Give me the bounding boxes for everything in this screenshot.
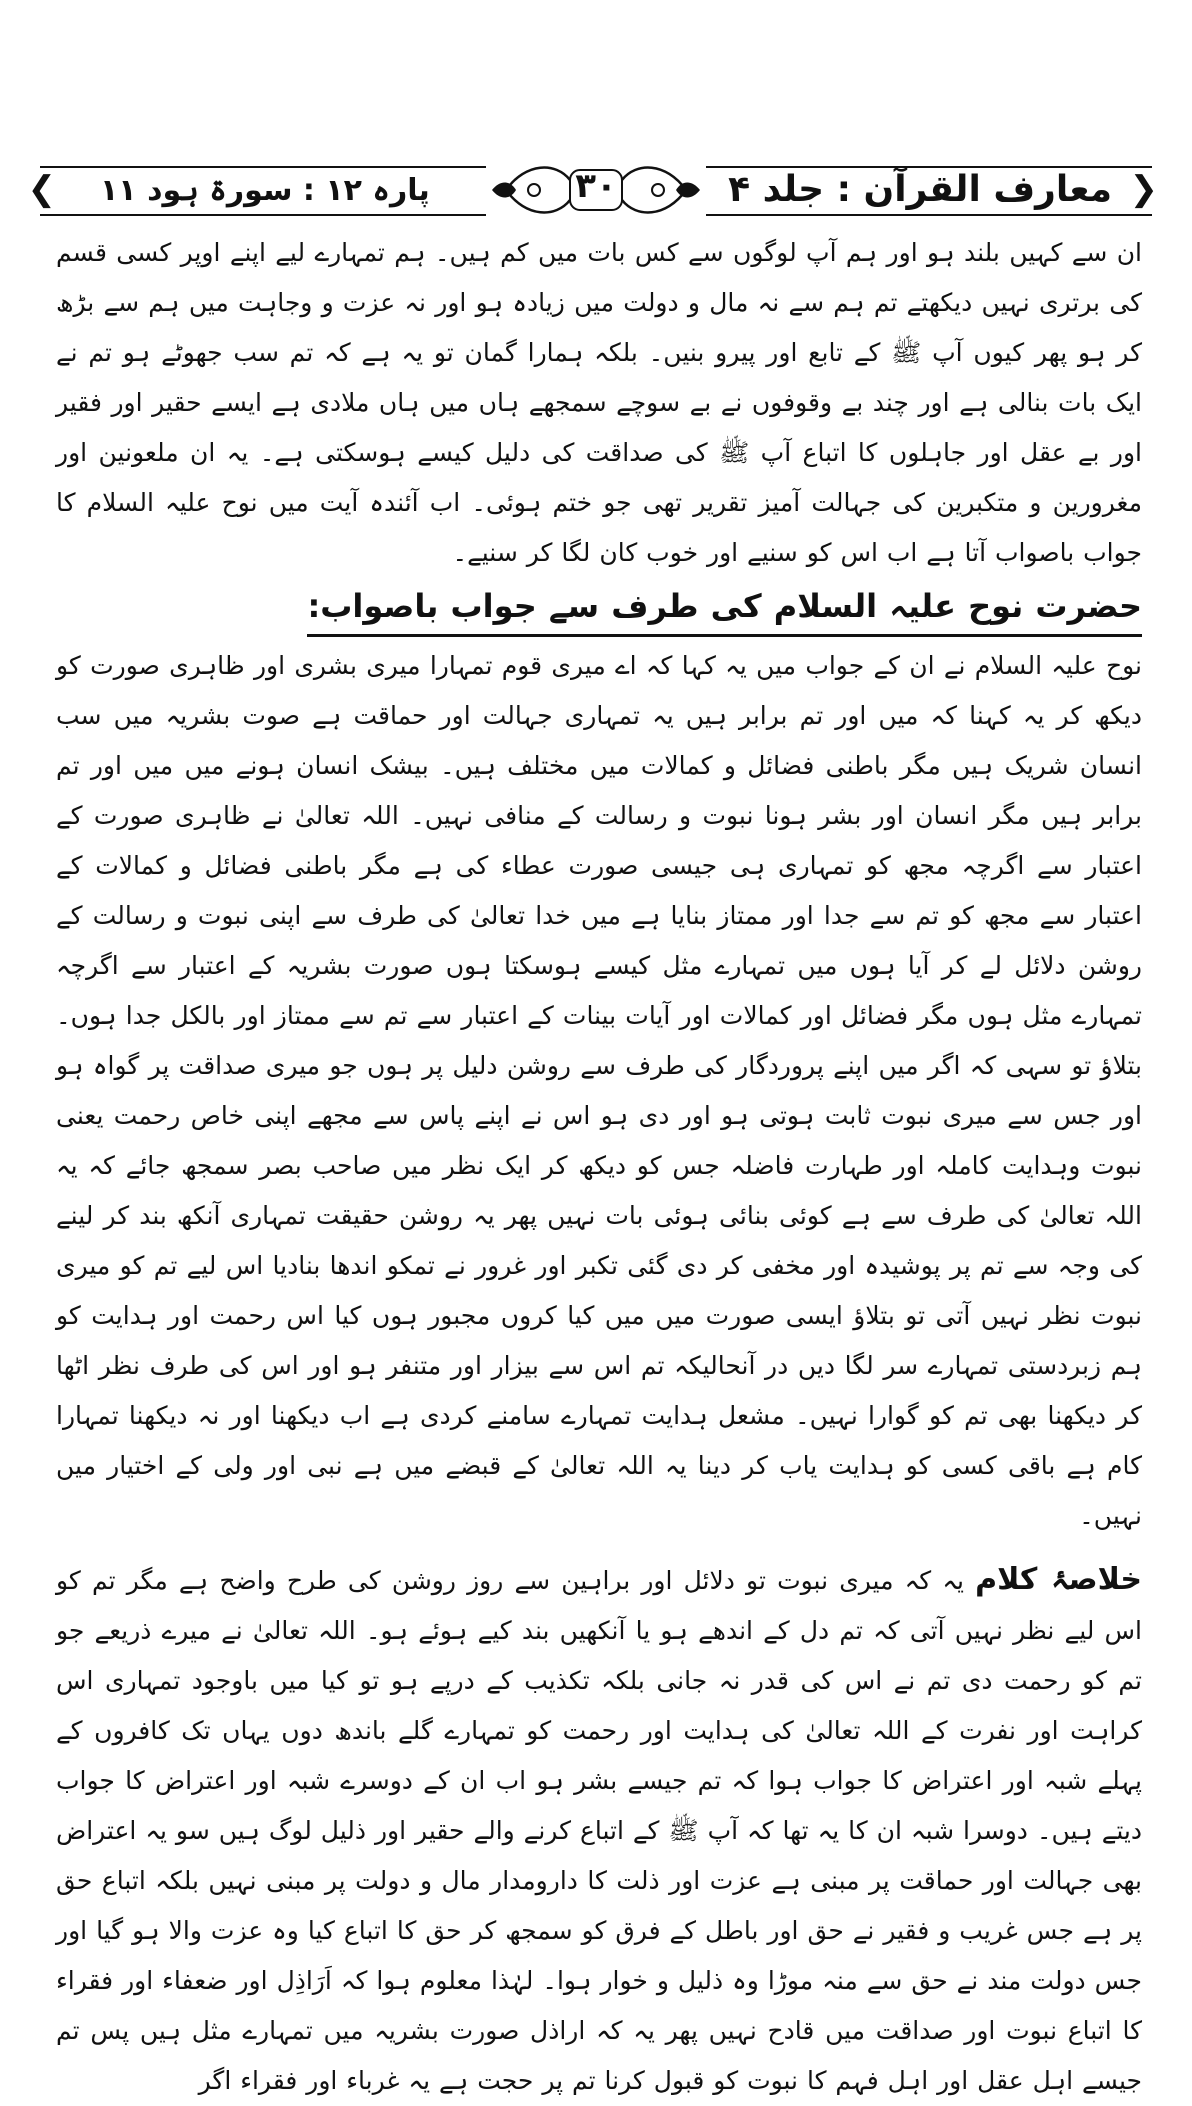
paragraph-summary: یہ کہ میری نبوت تو دلائل اور براہین سے روز روشن کی طرح واضح ہے مگر تم کو اس لیے نظر نہیں آتی کہ تم دل کے اندھے ہو یا آنکھیں بند کیے ہوئے ہو۔ اللہ تعالیٰ نے میرے ذریعے جو تم کو رحمت دی تم نے اس کی قدر نہ جانی بلکہ تکذیب کے درپے ہو تو کیا میں باوجود تمہاری اس کراہت اور نفرت کے اللہ تعالیٰ کی ہدایت اور رحمت کو تمہارے گلے باندھ دوں یہاں تک کافروں کے پہلے شبہ اور اعتراض کا جواب ہوا کہ تم جیسے بشر ہو اب ان کے دوسرے شبہ اور اعتراض کا جواب دیتے ہیں۔ دوسرا شبہ ان کا یہ تھا کہ آپ ﷺ کے اتباع کرنے والے حقیر اور ذلیل لوگ ہیں سو یہ اعتراض بھی جہالت اور حماقت پر مبنی ہے عزت اور ذلت کا دارومدار مال و دولت پر مبنی نہیں بلکہ اتباع حق پر ہے جس غریب و فقیر نے حق اور باطل کے فرق کو سمجھ کر حق کا اتباع کیا وہ عزت والا ہو گیا اور جس دولت مند نے حق سے منہ موڑا وہ ذلیل و خوار ہوا۔ لہٰذا معلوم ہوا کہ اَرَاذِل اور ضعفاء اور فقراء کا اتباع نبوت اور صداقت میں قادح نہیں پھر یہ کہ اراذل صورت بشریہ میں تمہارے مثل ہیں پس تم جیسے اہل عقل اور اہل فہم کا نبوت کو قبول کرنا تم پر حجت ہے یہ غرباء اور فقراء اگر bbox=[56, 1566, 1142, 2095]
book-title: معارف القرآن : جلد ۴ bbox=[728, 169, 1112, 210]
page-number-ornament bbox=[486, 158, 706, 222]
section-heading: حضرت نوح علیہ السلام کی طرف سے جواب باصواب: bbox=[307, 580, 1142, 637]
header-ornament-left-icon: ❯ bbox=[27, 169, 56, 209]
page-number: ۳۰ bbox=[575, 166, 617, 206]
paragraph-intro: ان سے کہیں بلند ہو اور ہم آپ لوگوں سے کس بات میں کم ہیں۔ ہم تمہارے لیے اپنے اوپر کسی قسم کی برتری نہیں دیکھتے تم ہم سے نہ مال و دولت میں زیادہ ہو اور نہ عزت و وجاہت میں ہم سے بڑھ کر ہو پھر کیوں آپ ﷺ کے تابع اور پیرو بنیں۔ بلکہ ہمارا گمان تو یہ ہے کہ تم سب جھوٹے ہو تم نے ایک بات بنالی ہے اور چند بے وقوفوں نے بے سوچے سمجھے ہاں میں ہاں ملادی ہے ایسے حقیر اور فقیر اور بے عقل اور جاہلوں کا اتباع آپ ﷺ کی صداقت کی دلیل کیسے ہوسکتی ہے۔ یہ ان ملعونین اور مغرورین و متکبرین کی جہالت آمیز تقریر تھی جو ختم ہوئی۔ اب آئندہ آیت میں نوح علیہ السلام کا جواب باصواب آتا ہے اب اس کو سنیے اور خوب کان لگا کر سنیے۔ bbox=[56, 238, 1142, 567]
paragraph-summary-block bbox=[56, 1555, 1142, 2106]
page-body bbox=[56, 228, 1142, 2106]
page-header bbox=[27, 160, 1158, 220]
chapter-reference: پارہ ۱۲ : سورۃ ہود ۱۱ bbox=[100, 173, 430, 208]
header-ornament-right-icon: ❮ bbox=[1129, 169, 1158, 209]
paragraph-gap bbox=[56, 1541, 1142, 1555]
summary-heading: خلاصۂ کلام bbox=[975, 1562, 1142, 1597]
paragraph-reply: نوح علیہ السلام نے ان کے جواب میں یہ کہا کہ اے میری قوم تمہارا میری بشری اور ظاہری صورت کو دیکھ کر یہ کہنا کہ میں اور تم برابر ہیں یہ تمہاری جہالت اور حماقت ہے صوت بشریہ میں سب انسان شریک ہیں مگر باطنی فضائل و کمالات میں مختلف ہیں۔ بیشک انسان ہونے میں میں اور تم برابر ہیں مگر انسان اور بشر ہونا نبوت و رسالت کے منافی نہیں۔ اللہ تعالیٰ نے ظاہری صورت کے اعتبار سے اگرچہ مجھ کو تمہاری ہی جیسی صورت عطاء کی ہے مگر باطنی فضائل و کمالات کے اعتبار سے مجھ کو تم سے جدا اور ممتاز بنایا ہے میں خدا تعالیٰ کی طرف سے اپنی نبوت و رسالت کے روشن دلائل لے کر آیا ہوں میں تمہارے مثل کیسے ہوسکتا ہوں صورت بشریہ کے اعتبار سے اگرچہ تمہارے مثل ہوں مگر فضائل اور کمالات اور آیات بینات کے اعتبار سے تم سے ممتاز اور بالکل جدا ہوں۔ بتلاؤ تو سہی کہ اگر میں اپنے پروردگار کی طرف سے روشن دلیل پر ہوں جو میری صداقت پر گواہ ہو اور جس سے میری نبوت ثابت ہوتی ہو اور دی ہو اس نے اپنے پاس سے مجھے اپنی خاص رحمت یعنی نبوت وہدایت کاملہ اور طہارت فاضلہ جس کو دیکھ کر ایک نظر میں صاحب بصر سمجھ جائے کہ یہ اللہ تعالیٰ کی طرف سے ہے کوئی بنائی ہوئی بات نہیں پھر یہ روشن حقیقت تمہاری آنکھ بند کر لینے کی وجہ سے تم پر پوشیدہ اور مخفی کر دی گئی تکبر اور غرور نے تمکو اندھا بنادیا اس لیے تم کو میری نبوت نظر نہیں آتی تو بتلاؤ ایسی صورت میں میں کیا کروں مجبور ہوں کیا اس رحمت اور ہدایت کو ہم زبردستی تمہارے سر لگا دیں در آنحالیکہ تم اس سے بیزار اور متنفر ہو اور اس کی طرف نظر اٹھا کر دیکھنا بھی تم کو گوارا نہیں۔ مشعل ہدایت تمہارے سامنے کردی ہے اب دیکھنا اور نہ دیکھنا تمہارا کام ہے باقی کسی کو ہدایت یاب کر دینا یہ اللہ تعالیٰ کے قبضے میں ہے نبی اور ولی کے اختیار میں نہیں۔ bbox=[56, 651, 1142, 1530]
